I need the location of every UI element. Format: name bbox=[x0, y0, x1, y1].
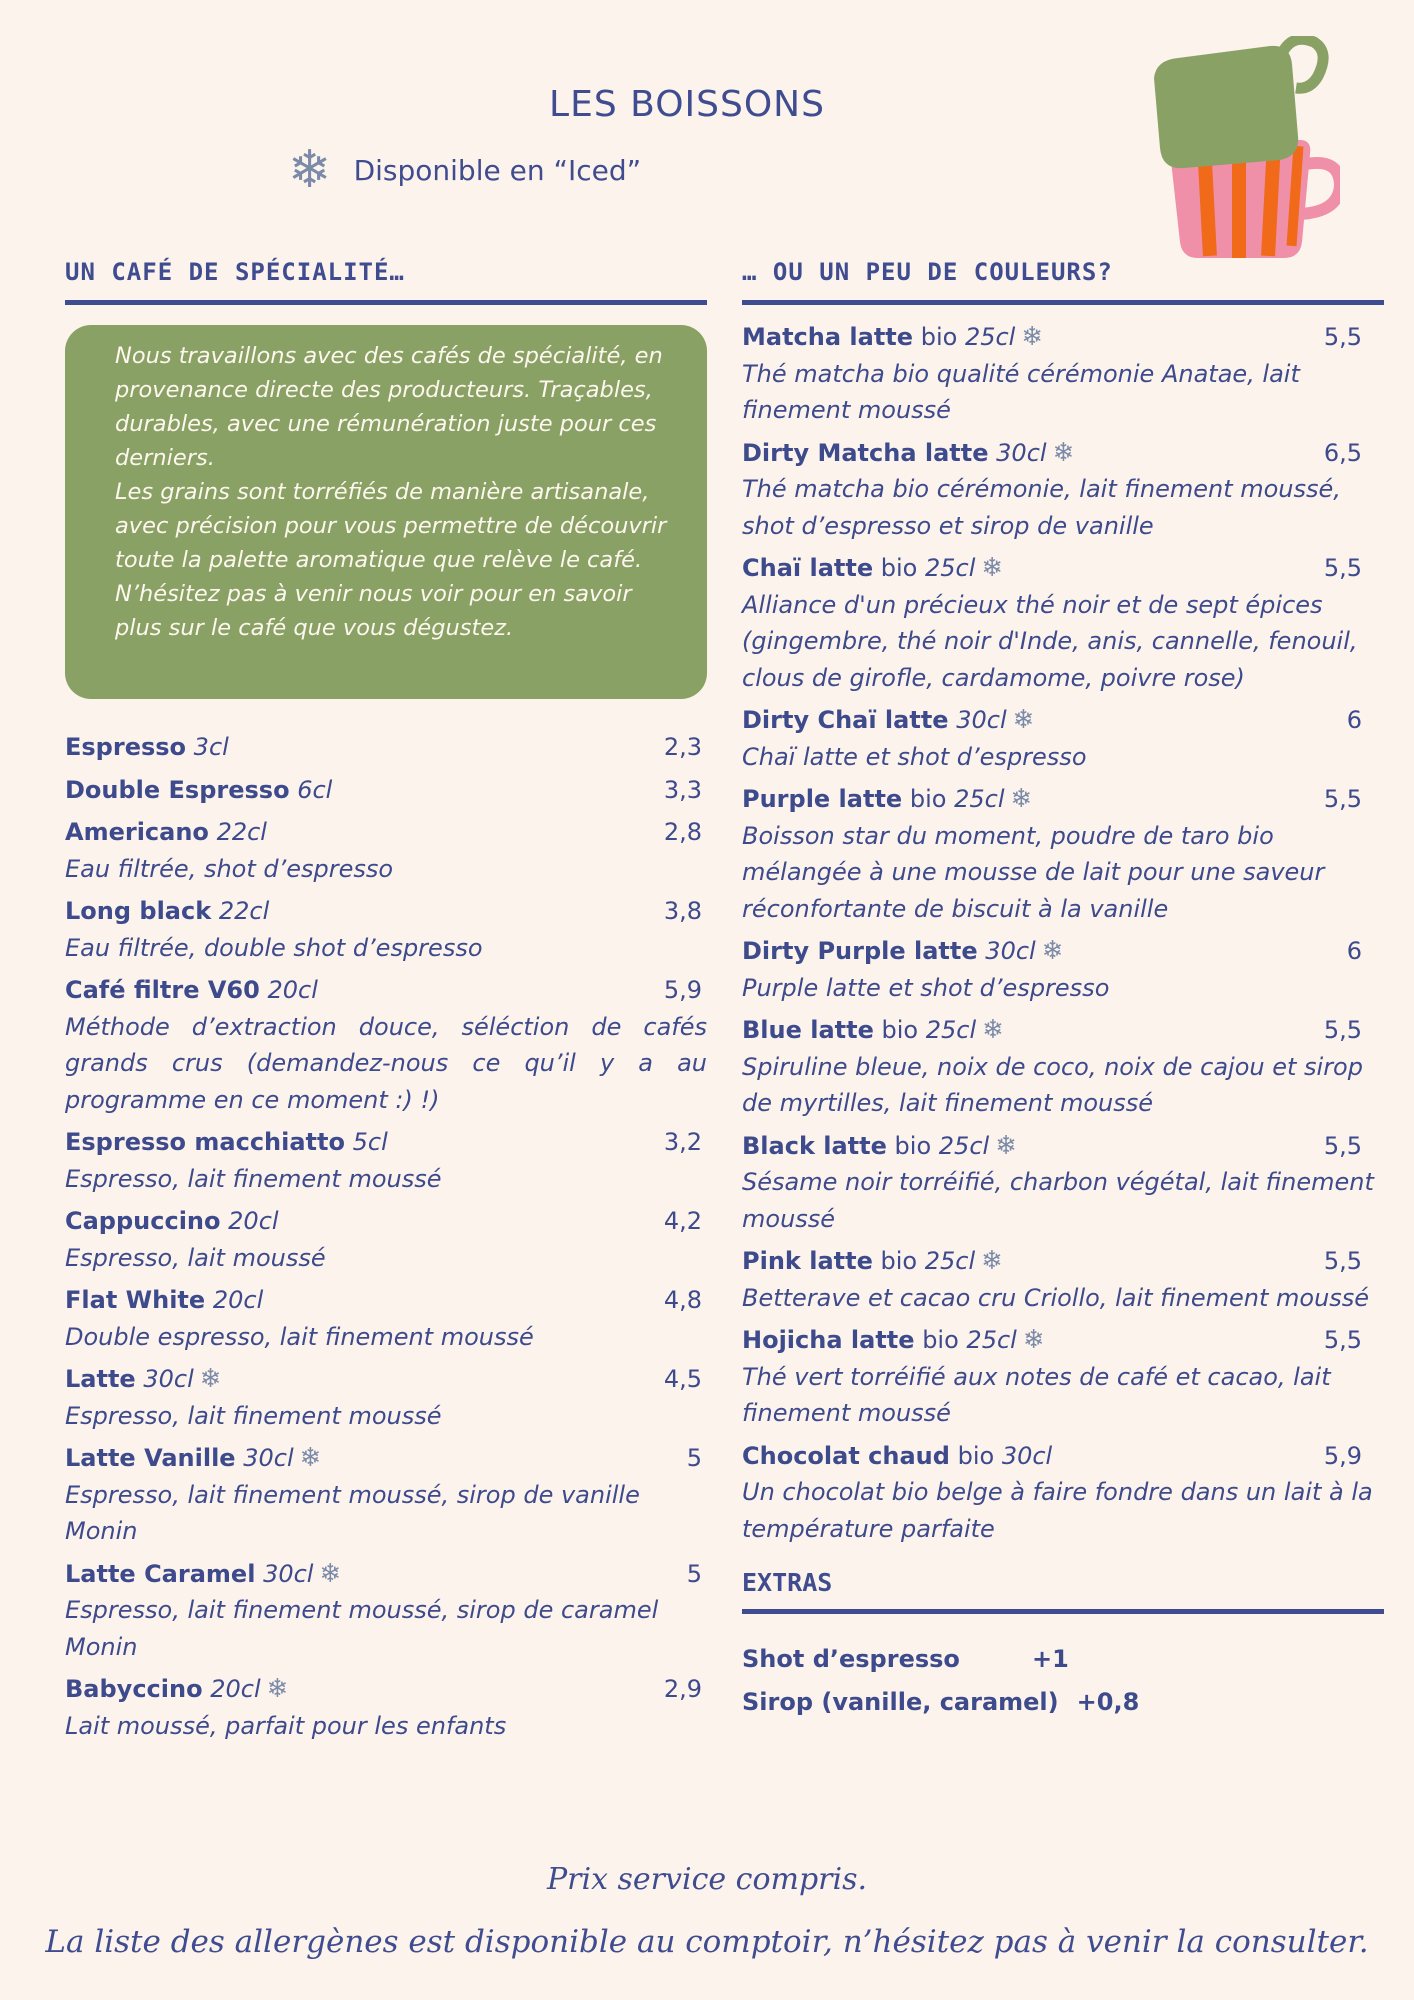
item-price: 3,8 bbox=[663, 897, 702, 925]
item-price: 5,5 bbox=[1323, 554, 1362, 582]
item-description: Purple latte et shot d’espresso bbox=[742, 973, 1110, 1002]
item-name: Long black bbox=[65, 897, 212, 925]
item-bio-flag: bio bbox=[894, 1131, 932, 1160]
menu-item-line bbox=[742, 1012, 1384, 1049]
snowflake-icon: ❄ bbox=[1041, 936, 1064, 966]
menu-item bbox=[65, 972, 707, 1118]
snowflake-icon: ❄ bbox=[1021, 322, 1044, 352]
intro-paragraph: Les grains sont torréfiés de manière artisanale, avec précision pour vous permettre de découvrir toute la palette aromatique que relève le café. bbox=[115, 479, 667, 573]
item-description: Sésame noir torréifié, charbon végétal, lait finement moussé bbox=[742, 1168, 1374, 1233]
item-size: 3cl bbox=[193, 733, 229, 761]
item-bio-flag: bio bbox=[909, 785, 947, 813]
menu-item-line bbox=[65, 972, 707, 1009]
extra-price: +1 bbox=[1032, 1645, 1069, 1673]
menu-item-line bbox=[65, 1124, 707, 1161]
item-size: 25cl bbox=[925, 554, 976, 582]
item-description: Spiruline bleue, noix de coco, noix de cajou et sirop de myrtilles, lait finement moussé bbox=[742, 1052, 1363, 1117]
item-size: 22cl bbox=[218, 897, 270, 925]
item-size: 20cl bbox=[210, 1675, 261, 1703]
menu-item bbox=[65, 1203, 707, 1276]
item-size: 20cl bbox=[267, 976, 318, 1004]
menu-item bbox=[65, 1556, 707, 1666]
specialty-coffee-column bbox=[65, 252, 707, 1744]
item-price: 4,8 bbox=[663, 1286, 702, 1314]
mugs-illustration-icon bbox=[1140, 36, 1340, 266]
item-description: Eau filtrée, double shot d’espresso bbox=[65, 933, 483, 962]
intro-box bbox=[65, 325, 707, 699]
menu-item bbox=[65, 1282, 707, 1355]
item-size: 25cl bbox=[964, 323, 1016, 351]
item-name: Latte Caramel bbox=[65, 1559, 256, 1588]
item-bio-flag: bio bbox=[922, 1326, 959, 1354]
item-name: Hojicha latte bbox=[742, 1326, 915, 1354]
item-name: Flat White bbox=[65, 1286, 206, 1314]
allergen-note: La liste des allergènes est disponible au comptoir, n’hésitez pas à venir la consulter. bbox=[45, 1924, 1369, 1960]
item-size: 20cl bbox=[212, 1286, 264, 1314]
item-price: 5,9 bbox=[663, 976, 702, 1004]
item-name: Purple latte bbox=[742, 785, 903, 813]
item-size: 20cl bbox=[228, 1207, 279, 1235]
item-name: Chaï latte bbox=[742, 554, 874, 582]
item-bio-flag: bio bbox=[920, 323, 958, 351]
item-size: 22cl bbox=[216, 818, 267, 846]
menu-item bbox=[742, 781, 1384, 927]
menu-item-line bbox=[65, 893, 707, 930]
menu-item-line bbox=[65, 1282, 707, 1319]
item-price: 2,9 bbox=[663, 1675, 702, 1703]
menu-item bbox=[742, 550, 1384, 696]
item-price: 5,5 bbox=[1323, 1131, 1362, 1160]
item-price: 6 bbox=[1346, 937, 1362, 965]
item-description: Double espresso, lait finement moussé bbox=[65, 1322, 534, 1351]
item-size: 25cl bbox=[954, 785, 1005, 813]
item-description: Thé matcha bio qualité cérémonie Anatae, lait finement moussé bbox=[742, 359, 1300, 424]
menu-item bbox=[742, 1322, 1384, 1432]
item-price: 3,2 bbox=[663, 1128, 702, 1156]
snowflake-icon: ❄ bbox=[199, 1364, 222, 1394]
menu-item-line bbox=[742, 781, 1384, 818]
service-note: Prix service compris. bbox=[546, 1862, 868, 1897]
menu-item bbox=[65, 1440, 707, 1550]
item-name: Latte Vanille bbox=[65, 1444, 236, 1472]
menu-item bbox=[742, 1438, 1384, 1548]
divider bbox=[65, 300, 707, 305]
coffee-list bbox=[65, 729, 707, 1744]
item-name: Matcha latte bbox=[742, 323, 914, 351]
snowflake-icon: ❄ bbox=[266, 1674, 289, 1704]
item-size: 5cl bbox=[352, 1128, 388, 1156]
menu-item bbox=[742, 933, 1384, 1006]
item-bio-flag: bio bbox=[880, 1247, 918, 1275]
divider bbox=[742, 300, 1384, 305]
item-description: Thé matcha bio cérémonie, lait finement moussé, shot d’espresso et sirop de vanille bbox=[742, 475, 1341, 540]
item-name: Espresso macchiatto bbox=[65, 1128, 345, 1156]
item-description: Chaï latte et shot d’espresso bbox=[742, 742, 1087, 771]
item-description: Espresso, lait finement moussé, sirop de vanille Monin bbox=[65, 1480, 640, 1545]
intro-paragraph: N’hésitez pas à venir nous voir pour en savoir plus sur le café que vous dégustez. bbox=[115, 581, 632, 641]
item-price: 2,3 bbox=[663, 733, 702, 761]
item-description: Alliance d'un précieux thé noir et de sept épices (gingembre, thé noir d'Inde, anis, cannelle, fenouil, clous de girofle, cardamome, poivre rose) bbox=[742, 590, 1358, 692]
item-description: Boisson star du moment, poudre de taro bio mélangée à une mousse de lait pour une saveur réconfortante de biscuit à la vanille bbox=[742, 821, 1325, 923]
menu-item-line bbox=[742, 1322, 1384, 1359]
item-price: 3,3 bbox=[663, 775, 702, 804]
item-description: Un chocolat bio belge à faire fondre dans un lait à la température parfaite bbox=[742, 1478, 1373, 1543]
extras-list bbox=[742, 1638, 1384, 1724]
item-size: 25cl bbox=[938, 1131, 990, 1160]
snowflake-icon: ❄ bbox=[1010, 784, 1033, 814]
extra-label: Shot d’espresso bbox=[742, 1645, 960, 1673]
menu-item-line bbox=[65, 1203, 707, 1240]
item-description: Lait moussé, parfait pour les enfants bbox=[65, 1711, 507, 1740]
menu-item-line bbox=[742, 435, 1384, 472]
item-name: Espresso bbox=[65, 733, 187, 761]
item-name: Dirty Chaï latte bbox=[742, 706, 949, 734]
latte-list bbox=[742, 319, 1384, 1547]
item-size: 6cl bbox=[297, 775, 333, 804]
item-size: 25cl bbox=[966, 1326, 1017, 1354]
item-price: 5,5 bbox=[1323, 1326, 1362, 1354]
menu-item bbox=[65, 893, 707, 966]
menu-item bbox=[65, 729, 707, 766]
item-price: 5,5 bbox=[1323, 1247, 1362, 1275]
page-title: LES BOISSONS bbox=[549, 84, 825, 125]
item-price: 5 bbox=[686, 1559, 702, 1588]
section-heading-coffee: UN CAFÉ DE SPÉCIALITÉ… bbox=[65, 258, 405, 286]
item-price: 6 bbox=[1346, 706, 1362, 734]
item-name: Babyccino bbox=[65, 1675, 203, 1703]
menu-item bbox=[65, 1361, 707, 1434]
snowflake-icon: ❄ bbox=[288, 140, 332, 200]
menu-item bbox=[65, 1124, 707, 1197]
item-description: Betterave et cacao cru Criollo, lait finement moussé bbox=[742, 1283, 1370, 1312]
menu-item bbox=[742, 319, 1384, 429]
menu-item-line bbox=[65, 814, 707, 851]
extra-item bbox=[742, 1638, 1384, 1681]
item-price: 5,5 bbox=[1323, 1016, 1362, 1044]
item-name: Dirty Purple latte bbox=[742, 937, 978, 965]
menu-item bbox=[65, 1671, 707, 1744]
menu-item-line bbox=[742, 933, 1384, 970]
item-price: 5,5 bbox=[1323, 323, 1362, 351]
section-heading-colors: … OU UN PEU DE COULEURS? bbox=[742, 258, 1113, 286]
item-name: Double Espresso bbox=[65, 775, 290, 804]
item-price: 4,5 bbox=[663, 1365, 702, 1393]
menu-item-line bbox=[65, 1440, 707, 1477]
item-price: 2,8 bbox=[663, 818, 702, 846]
menu-item-line bbox=[742, 1438, 1384, 1475]
item-price: 5 bbox=[686, 1444, 702, 1472]
snowflake-icon: ❄ bbox=[982, 1015, 1004, 1045]
item-name: Café filtre V60 bbox=[65, 976, 260, 1004]
menu-item bbox=[742, 435, 1384, 545]
item-bio-flag: bio bbox=[881, 1016, 919, 1044]
item-bio-flag: bio bbox=[957, 1441, 995, 1470]
item-description: Méthode d’extraction douce, séléction de cafés grands crus (demandez-nous ce qu’il y a au programme en ce moment :) !) bbox=[65, 1012, 707, 1114]
menu-item-line bbox=[742, 1243, 1384, 1280]
menu-item-line bbox=[742, 1128, 1384, 1165]
item-name: Cappuccino bbox=[65, 1207, 221, 1235]
menu-item-line bbox=[65, 1671, 707, 1708]
item-description: Thé vert torréifié aux notes de café et cacao, lait finement moussé bbox=[742, 1362, 1331, 1427]
item-size: 30cl bbox=[1001, 1441, 1053, 1470]
snowflake-icon: ❄ bbox=[1012, 705, 1035, 735]
item-description: Espresso, lait finement moussé, sirop de caramel Monin bbox=[65, 1596, 659, 1661]
item-name: Black latte bbox=[742, 1131, 887, 1160]
extra-price: +0,8 bbox=[1076, 1688, 1140, 1716]
menu-item-line bbox=[65, 1361, 707, 1398]
menu-item bbox=[65, 814, 707, 887]
item-name: Americano bbox=[65, 818, 209, 846]
item-description: Espresso, lait finement moussé bbox=[65, 1164, 442, 1193]
item-name: Dirty Matcha latte bbox=[742, 438, 989, 467]
item-price: 5,5 bbox=[1323, 785, 1362, 813]
snowflake-icon: ❄ bbox=[995, 1130, 1017, 1161]
item-name: Latte bbox=[65, 1365, 136, 1393]
menu-item-line bbox=[65, 1556, 707, 1593]
item-name: Blue latte bbox=[742, 1016, 874, 1044]
item-name: Pink latte bbox=[742, 1247, 873, 1275]
item-size: 25cl bbox=[924, 1247, 976, 1275]
item-description: Espresso, lait finement moussé bbox=[65, 1401, 442, 1430]
item-size: 30cl bbox=[985, 937, 1036, 965]
item-size: 30cl bbox=[243, 1444, 294, 1472]
item-price: 5,9 bbox=[1323, 1441, 1362, 1470]
item-size: 30cl bbox=[956, 706, 1007, 734]
snowflake-icon: ❄ bbox=[319, 1558, 342, 1589]
snowflake-icon: ❄ bbox=[981, 1246, 1003, 1276]
item-size: 30cl bbox=[996, 438, 1047, 467]
menu-item bbox=[742, 1012, 1384, 1122]
snowflake-icon: ❄ bbox=[981, 553, 1004, 583]
menu-item-line bbox=[65, 772, 707, 809]
menu-item-line bbox=[742, 550, 1384, 587]
iced-legend bbox=[288, 140, 642, 200]
item-size: 30cl bbox=[143, 1365, 194, 1393]
colorful-drinks-column bbox=[742, 252, 1384, 1724]
iced-legend-text: Disponible en “Iced” bbox=[353, 153, 642, 187]
menu-item bbox=[742, 702, 1384, 775]
menu-item-line bbox=[65, 729, 707, 766]
intro-paragraph: Nous travaillons avec des cafés de spécialité, en provenance directe des producteurs. Traçables, durables, avec une rémunération juste pour ces derniers. bbox=[115, 343, 663, 471]
extra-label: Sirop (vanille, caramel) bbox=[742, 1688, 1059, 1716]
snowflake-icon: ❄ bbox=[1022, 1325, 1045, 1355]
extra-item bbox=[742, 1681, 1384, 1724]
item-name: Chocolat chaud bbox=[742, 1441, 950, 1470]
menu-item-line bbox=[742, 319, 1384, 356]
item-price: 4,2 bbox=[663, 1207, 702, 1235]
menu-item bbox=[65, 772, 707, 809]
section-heading-extras: EXTRAS bbox=[742, 1568, 833, 1597]
item-description: Espresso, lait moussé bbox=[65, 1243, 326, 1272]
item-price: 6,5 bbox=[1323, 438, 1362, 467]
menu-item-line bbox=[742, 702, 1384, 739]
snowflake-icon: ❄ bbox=[1052, 437, 1075, 468]
item-size: 30cl bbox=[263, 1559, 314, 1588]
divider bbox=[742, 1609, 1384, 1614]
snowflake-icon: ❄ bbox=[299, 1443, 322, 1473]
menu-item bbox=[742, 1128, 1384, 1238]
menu-item bbox=[742, 1243, 1384, 1316]
item-bio-flag: bio bbox=[880, 554, 918, 582]
item-description: Eau filtrée, shot d’espresso bbox=[65, 854, 394, 883]
item-size: 25cl bbox=[925, 1016, 977, 1044]
